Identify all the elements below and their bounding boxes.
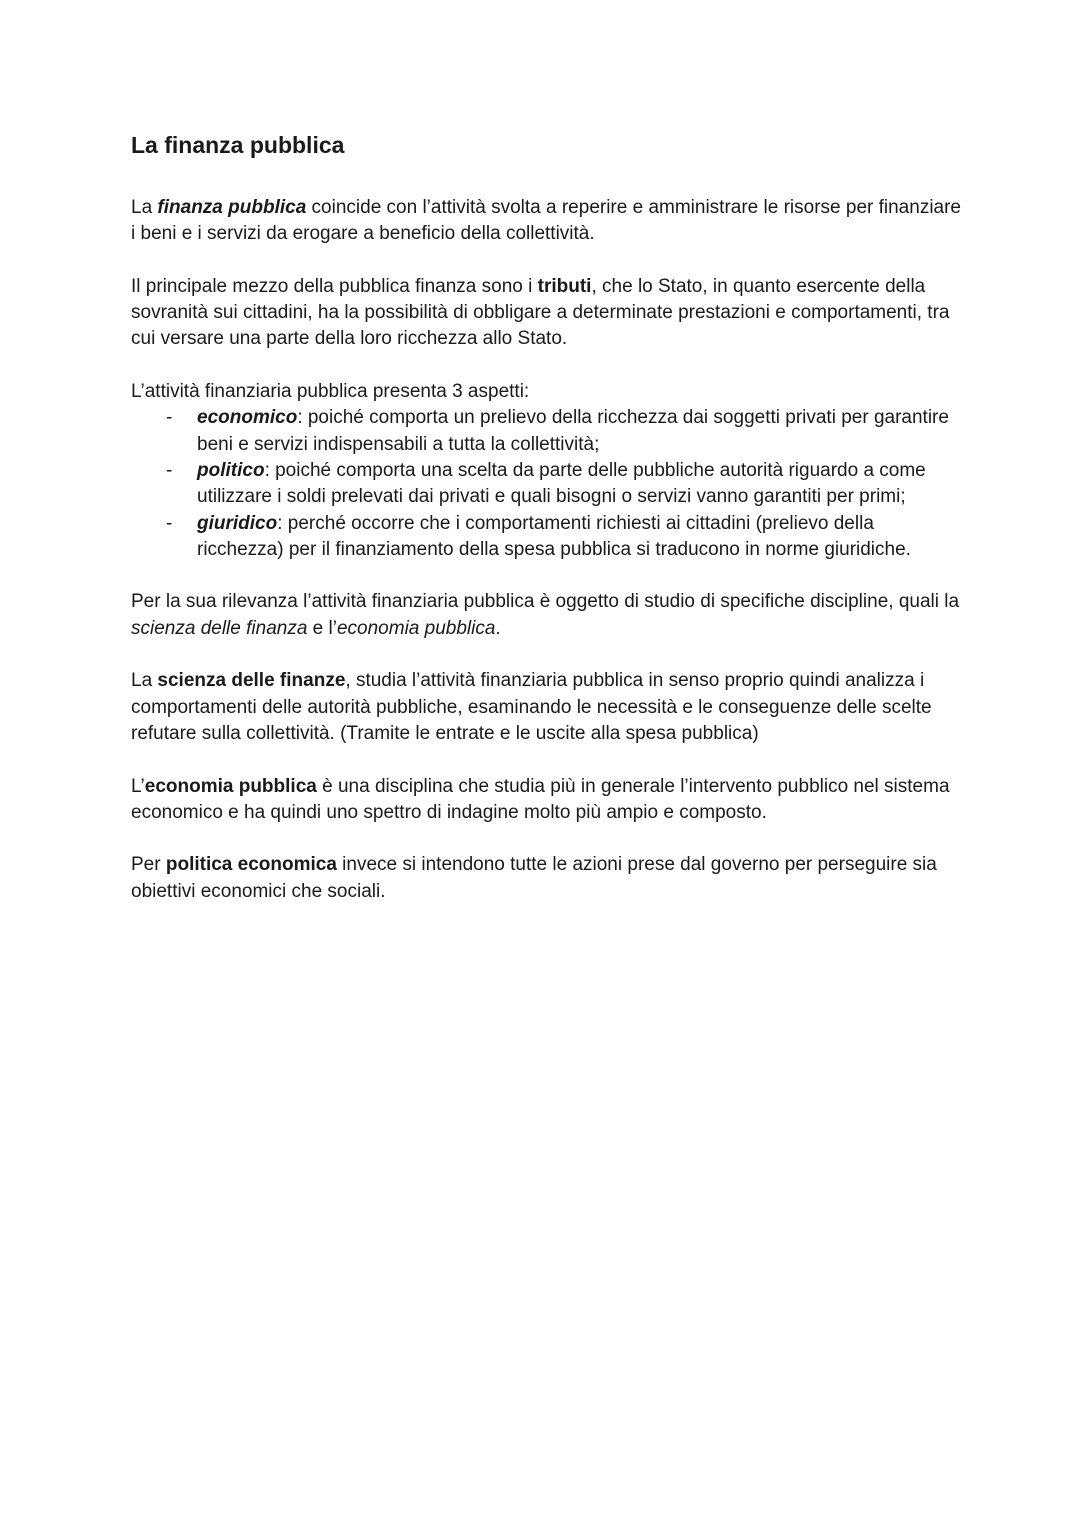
term-scienza-delle-finanze: scienza delle finanze (157, 670, 346, 692)
text: e l’ (307, 617, 337, 639)
term-tributi: tributi (537, 275, 592, 297)
list-intro: L’attività finanziaria pubblica presenta 3 aspetti: (131, 381, 530, 403)
list-item-politico (131, 458, 961, 511)
paragraph-discipline (131, 589, 961, 642)
document-page (131, 128, 961, 931)
text: . (495, 617, 501, 639)
text: è una disciplina che studia più in generale l’intervento pubblico nel sistema economico e ha quindi uno spettro di indagine molto più ampio e composto. (131, 775, 950, 823)
term-politica-economica: politica economica (165, 854, 337, 876)
term-economia-pubblica: economia pubblica (336, 617, 496, 639)
paragraph-scienza-delle-finanze (131, 668, 961, 747)
paragraph-finanza-pubblica (131, 195, 961, 248)
text: La (131, 670, 158, 692)
dash-bullet: - (166, 512, 173, 534)
document-title: La finanza pubblica (131, 132, 345, 158)
text: : perché occorre che i comportamenti richiesti ai cittadini (prelievo della ricchezza) per il finanziamento della spesa pubblica si traducono in norme giuridiche. (197, 512, 911, 560)
text: : poiché comporta un prelievo della ricchezza dai soggetti privati per garantire beni e servizi indispensabili a tutta la collettività; (197, 407, 949, 455)
text: invece si intendono tutte le azioni prese dal governo per perseguire sia obiettivi economici che sociali. (131, 854, 937, 902)
dash-bullet: - (166, 407, 173, 429)
term-economico: economico (197, 407, 298, 429)
text: L’ (131, 775, 145, 797)
text: Il principale mezzo della pubblica finanza sono i (131, 275, 538, 297)
paragraph-economia-pubblica (131, 774, 961, 827)
term-politico: politico (197, 459, 265, 481)
text: : poiché comporta una scelta da parte delle pubbliche autorità riguardo a come utilizzare i soldi prelevati dai privati e quali bisogni o servizi vanno garantiti per primi; (197, 459, 926, 508)
dash-bullet: - (166, 459, 173, 481)
text: Per la sua rilevanza l’attività finanziaria pubblica è oggetto di studio di specifiche discipline, quali la (131, 591, 960, 613)
paragraph-politica-economica (131, 852, 961, 905)
text: coincide con l’attività svolta a reperire e amministrare le risorse per finanziare i beni e i servizi da erogare a beneficio della collettività. (131, 197, 962, 245)
text: , studia l’attività finanziaria pubblica in senso proprio quindi analizza i comportamenti delle autorità pubbliche, esaminando le necessità e le conseguenze delle scelte refutare sulla collettività. (Tramite le entrate e le uscite alla spesa pubblica) (131, 670, 932, 744)
text: La (131, 197, 158, 218)
term-finanza-pubblica: finanza pubblica (157, 197, 307, 218)
aspects-list (131, 405, 961, 563)
term-scienza-delle-finanza: scienza delle finanza (131, 617, 308, 639)
paragraph-aspetti (131, 379, 961, 563)
list-item-economico (131, 405, 961, 458)
text: Per (131, 854, 166, 876)
term-economia-pubblica-bold: economia pubblica (144, 775, 317, 797)
text: , che lo Stato, in quanto esercente della sovranità sui cittadini, ha la possibilità di obbligare a determinate prestazioni e comportamenti, tra cui versare una parte della loro ricchezza allo Stato. (131, 275, 950, 350)
term-giuridico: giuridico (197, 512, 278, 534)
paragraph-tributi (131, 274, 961, 353)
list-item-giuridico (131, 511, 961, 564)
